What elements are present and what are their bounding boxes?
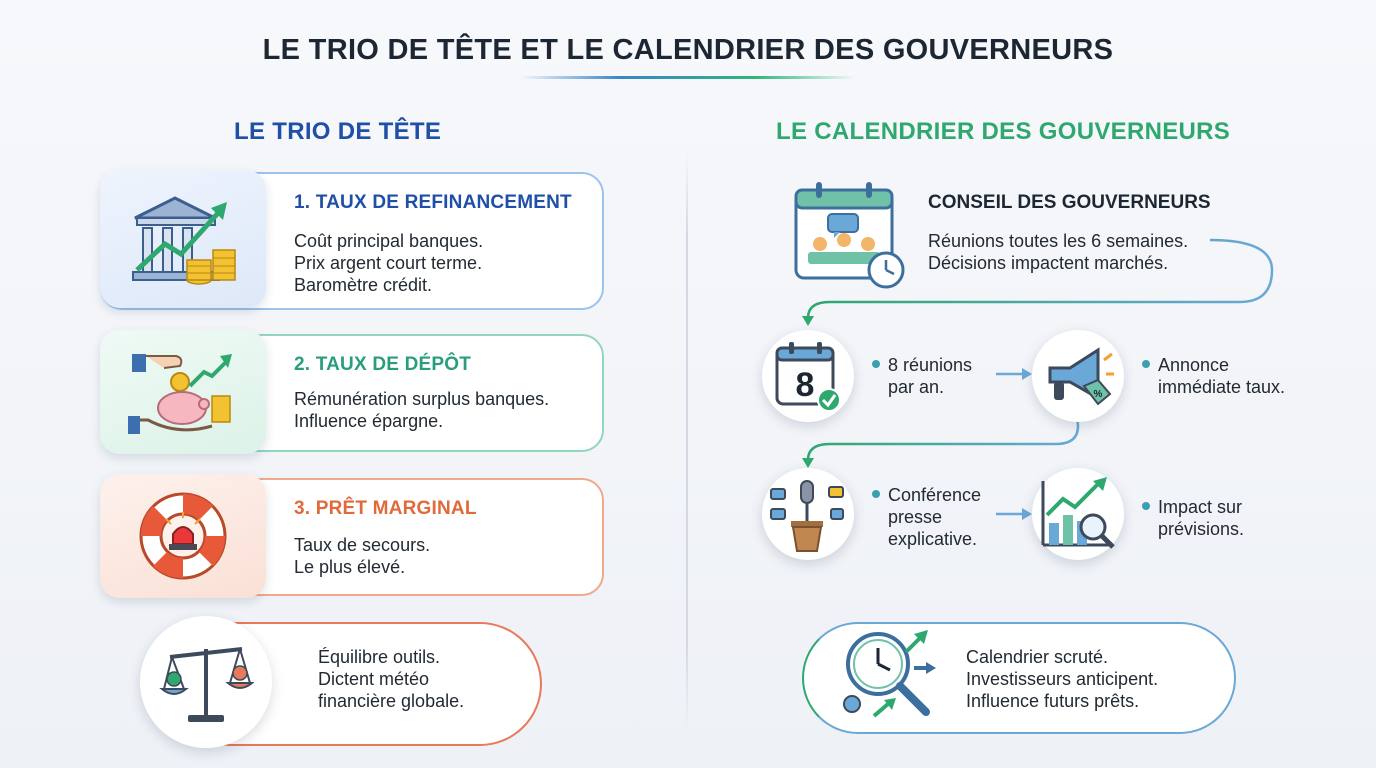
card-line: Baromètre crédit. [294,275,433,295]
step-line: par an. [888,377,945,397]
card-title: 3. PRÊT MARGINAL [294,498,477,519]
bullet-dot [1142,360,1150,368]
card-line: Coût principal banques. [294,231,484,251]
bullet-dot [872,490,880,498]
card-line: Rémunération surplus banques. [294,389,550,409]
summary-line: financière globale. [318,691,465,711]
summary-line: Calendrier scruté. [966,647,1109,667]
chart-magnifier-icon [1032,468,1124,560]
council-line: Réunions toutes les 6 semaines. [928,231,1189,251]
card-description [294,230,483,296]
card-title: 2. TAUX DE DÉPÔT [294,354,472,375]
bullet-dot [872,360,880,368]
card-line: Le plus élevé. [294,557,406,577]
column-divider [686,150,688,730]
step-text [1142,496,1244,540]
summary-line: Influence futurs prêts. [966,691,1140,711]
title-underline [520,76,856,79]
step-text [1142,354,1285,398]
balance-scale-icon [140,616,272,748]
lifebuoy-icon [100,474,266,598]
card-description [294,388,549,432]
left-summary-text [318,646,464,712]
council-title: CONSEIL DES GOUVERNEURS [928,192,1211,213]
step-line: Annonce [1158,355,1230,375]
calendar-eight-icon [762,330,854,422]
svg-text:%: % [1093,389,1103,400]
step-line: Conférence [888,485,982,505]
step-line: prévisions. [1158,519,1245,539]
step-text [872,484,981,550]
step-line: explicative. [888,529,978,549]
left-section-title: LE TRIO DE TÊTE [234,118,442,145]
summary-line: Équilibre outils. [318,647,441,667]
council-description [928,230,1188,274]
right-section-title: LE CALENDRIER DES GOUVERNEURS [776,118,1231,145]
step-line: immédiate taux. [1158,377,1286,397]
page-title: LE TRIO DE TÊTE ET LE CALENDRIER DES GOUVERNEURS [262,34,1114,66]
card-line: Prix argent court terme. [294,253,483,273]
calendar-number: 8 [795,366,815,404]
clock-magnifier-icon [836,624,944,728]
summary-line: Dictent météo [318,669,430,689]
calendar-meeting-icon [792,178,910,290]
right-summary-text [966,646,1158,712]
bullet-dot [1142,502,1150,510]
megaphone-icon [1032,330,1124,422]
step-line: 8 réunions [888,355,973,375]
card-description [294,534,430,578]
card-line: Influence épargne. [294,411,444,431]
press-conference-icon [762,468,854,560]
step-line: presse [888,507,943,527]
bank-growth-icon [100,170,266,308]
card-title: 1. TAUX DE REFINANCEMENT [294,192,572,213]
piggy-bank-icon [100,330,266,454]
card-line: Taux de secours. [294,535,431,555]
summary-line: Investisseurs anticipent. [966,669,1159,689]
step-line: Impact sur [1158,497,1243,517]
council-line: Décisions impactent marchés. [928,253,1169,273]
step-text [872,354,972,398]
